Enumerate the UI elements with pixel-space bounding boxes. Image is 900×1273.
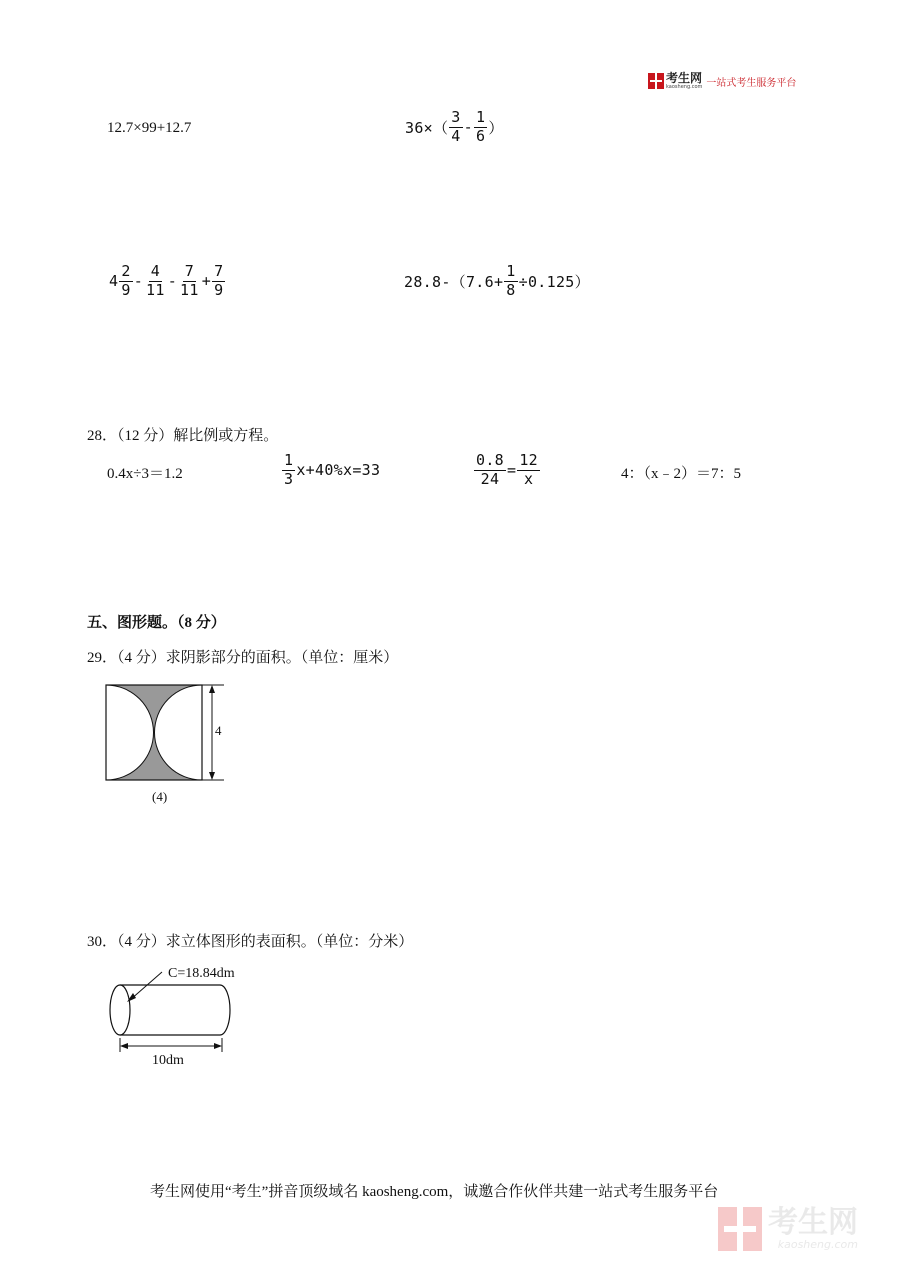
watermark-logo — [718, 1204, 858, 1251]
expr-27c: 4 $\frac{2}{9}$ - $\frac{4}{11}$ - $\frac{7}{11}$ + $\frac{7}{9}$ — [109, 262, 224, 299]
watermark-domain: kaosheng.com — [777, 1237, 858, 1251]
watermark-brand: 考生网 — [768, 1204, 858, 1240]
footer-text: 考生网使用“考生”拼音顶级域名 kaosheng.com，诚邀合作伙伴共建一站式考生服务平台 — [150, 1184, 719, 1200]
pointer-line — [130, 972, 162, 1000]
length-label: 10dm — [152, 1053, 184, 1068]
logo-domain: kaosheng.com — [666, 84, 703, 90]
logo-brand: 考生网 — [666, 71, 703, 85]
equation-28c: $\frac{0.8}{24}$ = $\frac{12}{x}$ — [476, 451, 539, 488]
arrow-down-icon — [209, 772, 215, 780]
fraction: $\frac{7}{11}$ — [180, 262, 199, 299]
expr-27d: 28.8-（7.6+ $\frac{1}{8}$ ÷0.125） — [404, 262, 590, 299]
shaded-area-figure — [100, 680, 240, 805]
arrow-right-icon — [214, 1043, 222, 1049]
circumference-label: C=18.84dm — [168, 966, 235, 981]
fraction: $\frac{1}{6}$ — [475, 108, 486, 145]
cylinder-figure — [100, 960, 270, 1070]
kaosheng-logo-icon — [648, 73, 664, 89]
section-5-title: 五、图形题。（8 分） — [87, 615, 226, 631]
fraction: $\frac{1}{3}$ — [284, 451, 294, 488]
arrow-up-icon — [209, 685, 215, 693]
cylinder-right-edge — [220, 985, 230, 1035]
fraction: $\frac{4}{11}$ — [146, 262, 165, 299]
figure-caption: (4) — [152, 789, 168, 804]
arrow-left-icon — [120, 1043, 128, 1049]
cylinder-left-face — [110, 985, 130, 1035]
equation-28a: 0.4x÷3＝1.2 — [107, 466, 183, 482]
kaosheng-watermark-icon — [718, 1207, 762, 1251]
dimension-label: 4 — [215, 723, 222, 738]
header-logo — [648, 72, 796, 90]
logo-slogan: 一站式考生服务平台 — [706, 77, 797, 89]
equation-28b: $\frac{1}{3}$ x+40%x=33 — [284, 451, 381, 488]
equation-28d: 4：（x﹣2）＝7：5 — [621, 466, 742, 482]
expr-27b: 36×（ $\frac{3}{4}$ - $\frac{1}{6}$ ） — [405, 108, 504, 145]
fraction: $\frac{1}{8}$ — [506, 262, 516, 299]
question-28-title: 28．（12 分）解比例或方程。 — [87, 428, 279, 444]
question-29-title: 29．（4 分）求阴影部分的面积。（单位：厘米） — [87, 650, 399, 666]
fraction: $\frac{0.8}{24}$ — [476, 451, 504, 488]
fraction: $\frac{2}{9}$ — [121, 262, 131, 299]
question-30-title: 30．（4 分）求立体图形的表面积。（单位：分米） — [87, 934, 414, 950]
fraction: $\frac{7}{9}$ — [214, 262, 224, 299]
fraction: $\frac{3}{4}$ — [451, 108, 461, 145]
expr-27b-prefix: 36×（ — [405, 118, 449, 137]
expr-27a: 12.7×99+12.7 — [107, 120, 192, 136]
fraction: $\frac{12}{x}$ — [519, 451, 539, 488]
